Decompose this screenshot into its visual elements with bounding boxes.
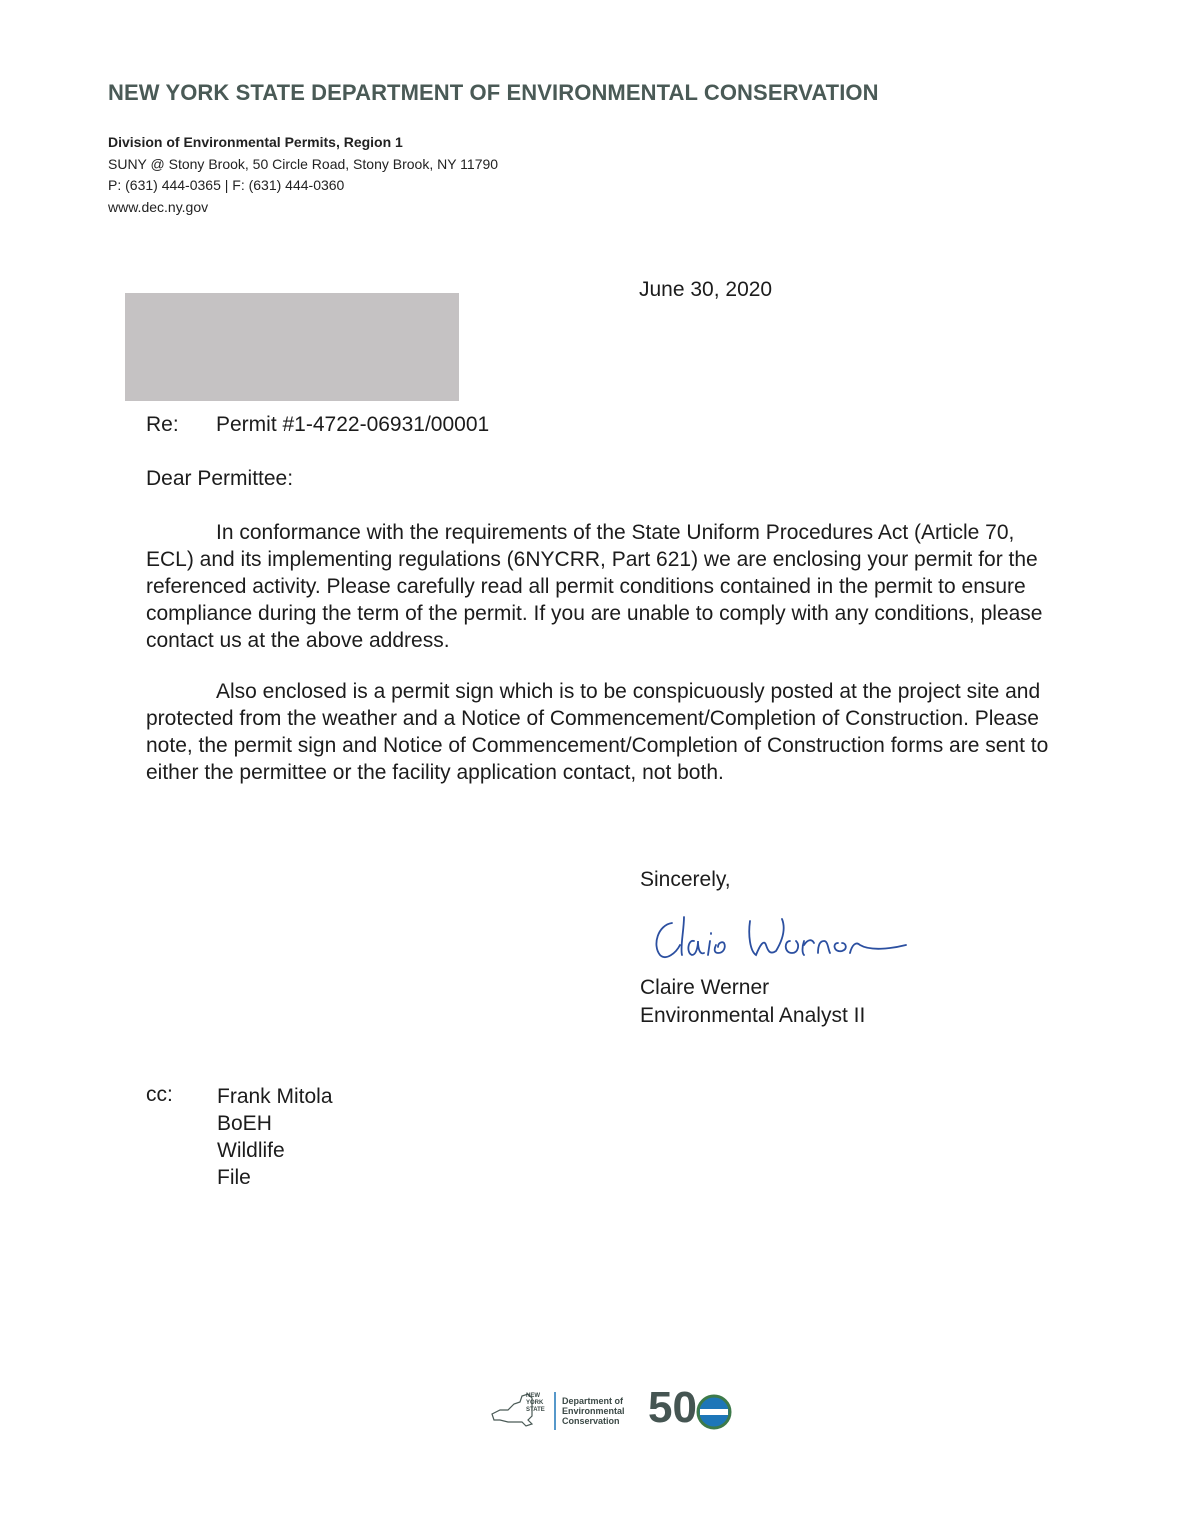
salutation: Dear Permittee:: [146, 467, 294, 490]
cc-label: cc:: [146, 1083, 173, 1106]
paragraph-text: In conformance with the requirements of the State Uniform Procedures Act (Article 70, ECL) and its implementing regulations (6NYCRR, Part 621) we are enclosing your permit for the referenced activity. Please carefully read all permit conditions contained in the permit to ensure compliance during the term of the permit. If you are unable to comply with any conditions, please contact us at the above address.: [146, 521, 1043, 652]
signer-title: Environmental Analyst II: [640, 1004, 866, 1027]
signature-svg: [650, 905, 920, 965]
logo-department-text: [562, 1396, 625, 1426]
signer-block: [640, 974, 865, 1030]
phone-fax: P: (631) 444-0365 | F: (631) 444-0360: [108, 177, 345, 193]
letter-date: June 30, 2020: [639, 278, 773, 301]
body-paragraph-1: [146, 519, 1066, 654]
logo-line: Environmental: [562, 1406, 625, 1416]
redacted-address-block: [125, 293, 459, 401]
logo-line: Conservation: [562, 1416, 620, 1426]
agency-name: NEW YORK STATE DEPARTMENT OF ENVIRONMENTAL CONSERVATION: [108, 80, 879, 105]
signature-stroke: [656, 917, 906, 957]
cc-recipient: Wildlife: [217, 1139, 285, 1162]
valediction: Sincerely,: [640, 868, 731, 891]
website: www.dec.ny.gov: [108, 198, 209, 215]
logo-line: Department of: [562, 1396, 624, 1406]
handwritten-signature: [650, 905, 920, 970]
permit-number: Permit #1-4722-06931/00001: [216, 413, 490, 436]
cc-list: [217, 1083, 333, 1191]
signer-name: Claire Werner: [640, 976, 770, 999]
office-address: SUNY @ Stony Brook, 50 Circle Road, Stony Brook, NY 11790: [108, 155, 499, 172]
cc-recipient: Frank Mitola: [217, 1085, 333, 1108]
letterhead-contact: [108, 132, 498, 218]
body-paragraph-2: [146, 678, 1066, 786]
logo-state-mark: NEW YORK STATE: [526, 1393, 545, 1413]
cc-recipient: File: [217, 1166, 251, 1189]
paragraph-text: Also enclosed is a permit sign which is to be conspicuously posted at the project site and protected from the weather and a Notice of Commencement/Completion of Construction. Please note, the permit sign and Notice of Commencement/Completion of Construction forms are sent to either the permittee or the facility application contact, not both.: [146, 680, 1049, 784]
cc-recipient: BoEH: [217, 1112, 272, 1135]
anniversary-number: 50: [648, 1383, 697, 1432]
re-line: [146, 413, 490, 437]
logo-anniversary: [648, 1383, 697, 1432]
division-name: Division of Environmental Permits, Region 1: [108, 134, 403, 150]
fifty-globe-band: [700, 1409, 728, 1415]
re-label: Re:: [146, 413, 179, 436]
